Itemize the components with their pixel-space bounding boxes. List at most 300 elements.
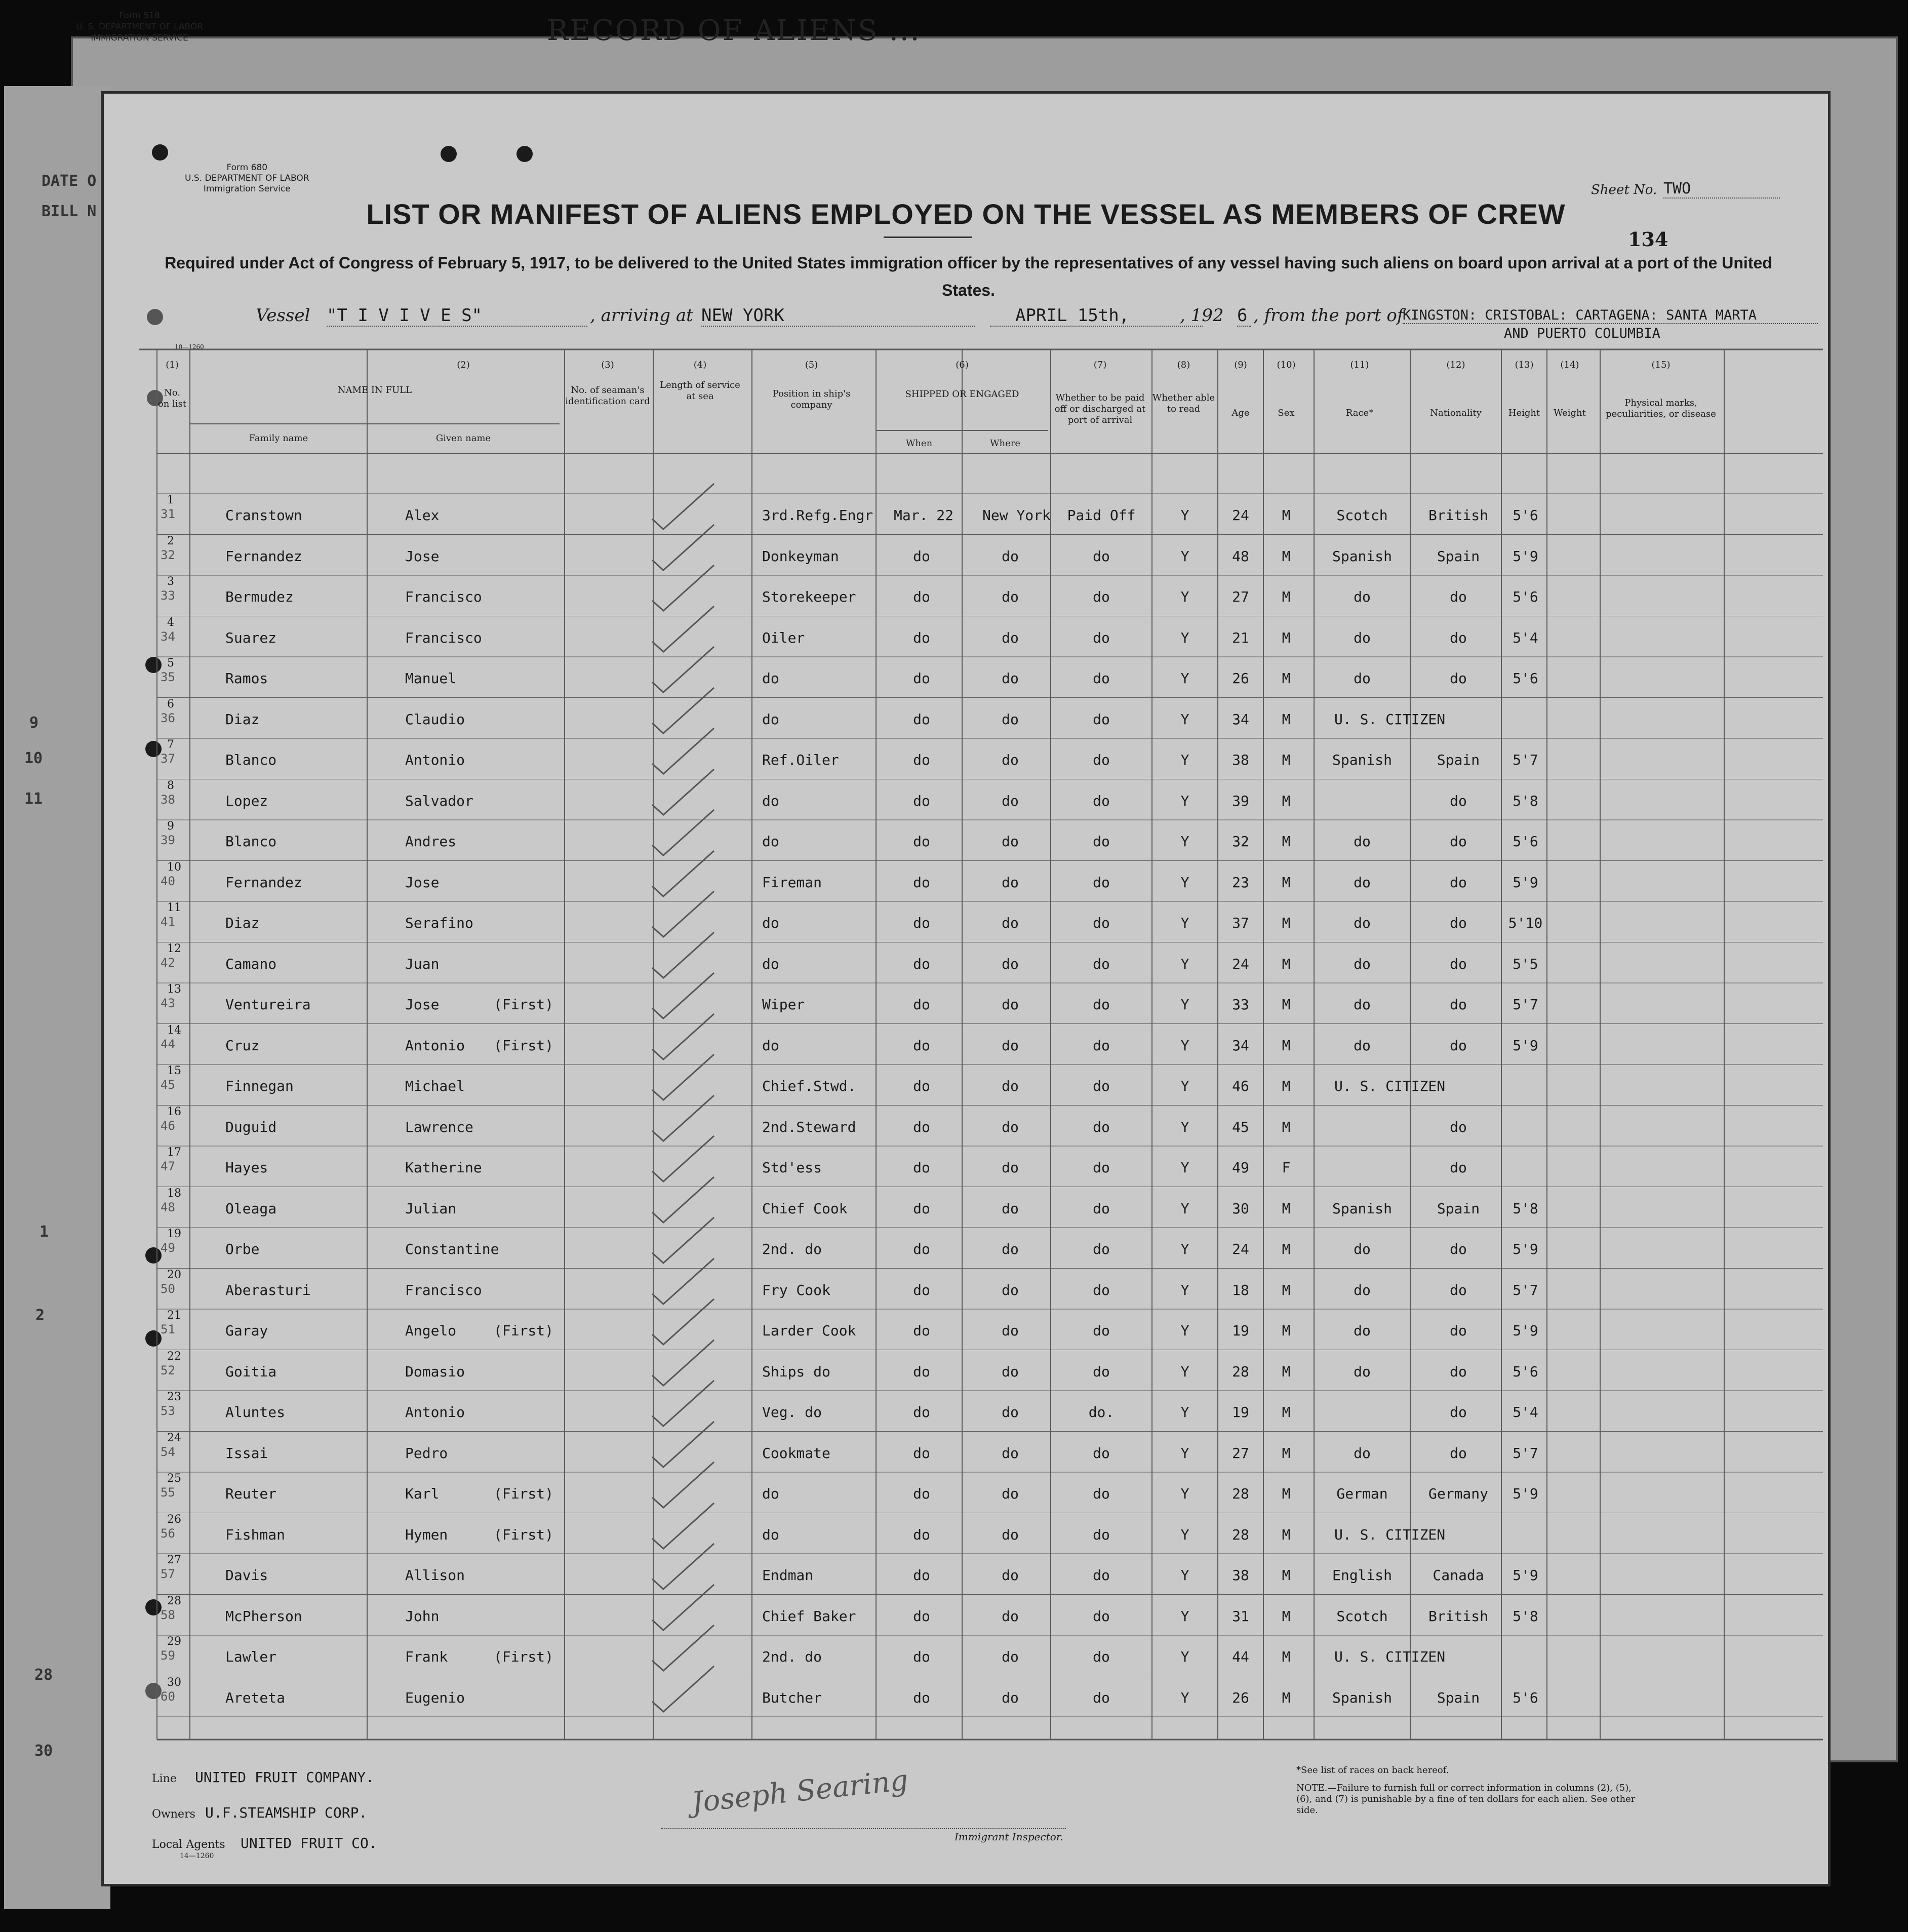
row-number: 4 — [167, 616, 174, 629]
cell-where: do — [1002, 1648, 1019, 1665]
cell-nat: do — [1450, 996, 1467, 1013]
cell-age: 34 — [1232, 711, 1249, 728]
cell-paid: do — [1093, 1689, 1110, 1706]
cell-height: 5'9 — [1513, 1037, 1538, 1054]
cell-position: do — [762, 792, 779, 809]
cell-height: 5'9 — [1513, 1485, 1538, 1502]
cell-height: 5'8 — [1513, 1200, 1538, 1217]
table-row — [104, 698, 1828, 738]
cell-read: Y — [1180, 1607, 1189, 1625]
cell-when: do — [913, 1281, 930, 1298]
vessel-label-text: Vessel — [256, 305, 310, 326]
cell-when: do — [913, 1404, 930, 1421]
cell-where: do — [1002, 752, 1019, 768]
cell-sex: M — [1282, 1607, 1291, 1625]
cell-given: Angelo — [405, 1322, 457, 1339]
service-checkmark — [648, 1661, 719, 1717]
cell-family: Orbe — [225, 1241, 260, 1257]
cell-read: Y — [1180, 1159, 1189, 1176]
signature-line — [661, 1828, 1066, 1829]
table-row — [104, 1146, 1828, 1187]
cell-sex: M — [1282, 629, 1291, 646]
cell-given: Manuel — [405, 670, 457, 687]
punch-hole — [147, 309, 163, 325]
cell-height: 5'6 — [1513, 1689, 1538, 1706]
vessel-name: "T I V I V E S" — [327, 305, 587, 327]
cell-where: do — [1002, 1485, 1019, 1502]
cell-family: Fernandez — [225, 874, 302, 891]
cell-when: do — [913, 1241, 930, 1257]
cell-when: do — [913, 670, 930, 687]
cell-where: do — [1002, 874, 1019, 891]
cell-age: 30 — [1232, 1200, 1249, 1217]
cell-age: 26 — [1232, 1689, 1249, 1706]
cell-given: Allison — [405, 1567, 465, 1584]
table-row — [104, 1350, 1828, 1391]
column-number: (1) — [166, 360, 179, 370]
cell-where: do — [1002, 1078, 1019, 1094]
header-family-name: Family name — [249, 433, 308, 444]
cell-when: do — [913, 1526, 930, 1543]
penalty-note: NOTE.—Failure to furnish full or correct information in columns (2), (5), (6), and (7) is punishable by a fine of ten dollars for each alien. See other side. — [1296, 1783, 1636, 1816]
cell-paid: do — [1093, 1607, 1110, 1625]
column-number: (2) — [457, 360, 470, 370]
cell-race: Scotch — [1336, 507, 1388, 524]
row-number: 18 — [167, 1187, 181, 1200]
row-number-original: 52 — [161, 1363, 175, 1377]
cell-where: do — [1002, 1444, 1019, 1462]
cell-extra: (First) — [494, 1648, 554, 1665]
cell-read: Y — [1180, 1444, 1189, 1462]
fragment-number: 28 — [34, 1666, 53, 1684]
cell-age: 38 — [1232, 1567, 1249, 1584]
cell-position: 2nd. do — [762, 1241, 822, 1257]
cell-position: Wiper — [762, 996, 805, 1013]
cell-given: Alex — [405, 507, 440, 524]
table-row — [104, 901, 1828, 942]
row-number-original: 48 — [161, 1200, 175, 1214]
underlying-form-dept: U. S. DEPARTMENT OF LABOR — [76, 22, 203, 32]
cell-race: Spanish — [1332, 752, 1392, 768]
cell-height: 5'4 — [1513, 1404, 1538, 1421]
cell-paid: do — [1093, 955, 1110, 972]
cell-paid: do. — [1088, 1404, 1115, 1421]
cell-family: Diaz — [225, 711, 260, 728]
table-row — [104, 1554, 1828, 1594]
row-number-original: 50 — [161, 1281, 175, 1296]
cell-extra: (First) — [494, 1485, 554, 1502]
cell-where: do — [1002, 1200, 1019, 1217]
cell-nat: Spain — [1437, 547, 1480, 565]
cell-nat: Germany — [1428, 1485, 1488, 1502]
cell-position: Endman — [762, 1567, 814, 1584]
cell-where: do — [1002, 1363, 1019, 1380]
column-number: (6) — [956, 360, 969, 370]
cell-read: Y — [1180, 547, 1189, 565]
column-number: (10) — [1277, 360, 1296, 370]
table-row — [104, 1309, 1828, 1350]
fragment-number: 9 — [29, 714, 39, 732]
cell-where: do — [1002, 1689, 1019, 1706]
cell-age: 28 — [1232, 1485, 1249, 1502]
cell-position: do — [762, 915, 779, 931]
column-number: (12) — [1446, 360, 1465, 370]
underlying-form-service: IMMIGRATION SERVICE — [91, 33, 188, 43]
form-dept: U.S. DEPARTMENT OF LABOR — [185, 173, 309, 183]
row-number-original: 32 — [161, 547, 175, 562]
cell-nat: Spain — [1437, 1200, 1480, 1217]
cell-height: 5'6 — [1513, 670, 1538, 687]
cell-read: Y — [1180, 874, 1189, 891]
row-number: 8 — [167, 779, 174, 792]
cell-family: Cranstown — [225, 507, 302, 524]
column-number: (11) — [1350, 360, 1369, 370]
cell-sex: M — [1282, 1241, 1291, 1257]
cell-read: Y — [1180, 996, 1189, 1013]
row-number: 14 — [167, 1023, 181, 1037]
cell-paid: do — [1093, 996, 1110, 1013]
cell-paid: do — [1093, 915, 1110, 931]
cell-race: Spanish — [1332, 547, 1392, 565]
cell-family: Areteta — [225, 1689, 286, 1706]
cell-family: Suarez — [225, 629, 277, 646]
cell-given: Hymen — [405, 1526, 448, 1543]
cell-read: Y — [1180, 1281, 1189, 1298]
crew-manifest-sheet — [101, 91, 1831, 1886]
cell-given: Antonio — [405, 1037, 465, 1054]
cell-height: 5'7 — [1513, 752, 1538, 768]
cell-when: do — [913, 752, 930, 768]
header-where: Where — [989, 438, 1020, 449]
cell-nat: British — [1428, 1607, 1488, 1625]
row-number-original: 39 — [161, 833, 175, 847]
cell-age: 38 — [1232, 752, 1249, 768]
row-number-original: 46 — [161, 1118, 175, 1133]
cell-given: Andres — [405, 833, 457, 850]
cell-where: do — [1002, 1118, 1019, 1135]
cell-read: Y — [1180, 1200, 1189, 1217]
cell-race: Spanish — [1332, 1689, 1392, 1706]
cell-position: Storekeeper — [762, 588, 856, 605]
cell-nat: do — [1450, 833, 1467, 850]
cell-position: Chief Baker — [762, 1607, 856, 1625]
cell-paid: do — [1093, 1485, 1110, 1502]
punch-hole — [516, 146, 533, 162]
row-number: 11 — [167, 901, 181, 914]
cell-read: Y — [1180, 629, 1189, 646]
cell-position: do — [762, 711, 779, 728]
row-number-original: 53 — [161, 1404, 175, 1418]
table-row — [104, 1635, 1828, 1676]
header-age: Age — [1231, 408, 1250, 418]
cell-nat: do — [1450, 792, 1467, 809]
row-number: 2 — [167, 534, 174, 547]
cell-family: Diaz — [225, 915, 260, 931]
cell-paid: do — [1093, 1363, 1110, 1380]
cell-nat: do — [1450, 874, 1467, 891]
cell-when: do — [913, 833, 930, 850]
header-sex: Sex — [1278, 408, 1295, 418]
cell-age: 24 — [1232, 507, 1249, 524]
cell-age: 34 — [1232, 1037, 1249, 1054]
cell-sex: M — [1282, 1363, 1291, 1380]
row-number: 6 — [167, 697, 174, 711]
cell-sex: M — [1282, 1485, 1291, 1502]
column-number: (5) — [805, 360, 818, 370]
cell-given: Antonio — [405, 752, 465, 768]
form-number: Form 680 — [226, 163, 268, 173]
row-number-original: 36 — [161, 711, 175, 725]
cell-nat: do — [1450, 1118, 1467, 1135]
row-number: 13 — [167, 983, 181, 996]
cell-paid: do — [1093, 1526, 1110, 1543]
cell-when: do — [913, 792, 930, 809]
cell-height: 5'9 — [1513, 874, 1538, 891]
cell-sex: M — [1282, 1281, 1291, 1298]
cell-read: Y — [1180, 1078, 1189, 1094]
cell-paid: do — [1093, 670, 1110, 687]
cell-height: 5'9 — [1513, 1322, 1538, 1339]
cell-sex: M — [1282, 1526, 1291, 1543]
cell-given: Pedro — [405, 1444, 448, 1462]
cell-given: Frank — [405, 1648, 448, 1665]
row-number-original: 54 — [161, 1444, 175, 1459]
table-row — [104, 1024, 1828, 1064]
cell-family: Finnegan — [225, 1078, 294, 1094]
cell-given: Salvador — [405, 792, 473, 809]
cell-height: 5'8 — [1513, 1607, 1538, 1625]
line-label: Line — [152, 1772, 177, 1785]
cell-race: do — [1354, 670, 1371, 687]
cell-read: Y — [1180, 1118, 1189, 1135]
row-number-original: 51 — [161, 1322, 175, 1336]
row-number-original: 33 — [161, 588, 175, 603]
row-number: 1 — [167, 494, 174, 506]
cell-family: Davis — [225, 1567, 268, 1584]
cell-when: do — [913, 874, 930, 891]
inspector-caption: Immigrant Inspector. — [955, 1831, 1063, 1843]
table-row — [104, 1432, 1828, 1472]
cell-when: do — [913, 1485, 930, 1502]
cell-sex: M — [1282, 670, 1291, 687]
cell-given: Serafino — [405, 915, 473, 931]
cell-given: Jose — [405, 874, 440, 891]
fragment-number: 11 — [24, 790, 43, 808]
header-physical-marks: Physical marks, peculiarities, or disease — [1606, 398, 1716, 419]
table-row — [104, 1187, 1828, 1228]
fragment-number: 10 — [24, 750, 43, 767]
table-row — [104, 779, 1828, 820]
table-row — [104, 657, 1828, 697]
cell-height: 5'4 — [1513, 629, 1538, 646]
cell-given: John — [405, 1607, 440, 1625]
cell-position: Chief Cook — [762, 1200, 848, 1217]
cell-sex: M — [1282, 1078, 1291, 1094]
row-number: 15 — [167, 1064, 181, 1077]
cell-height: 5'7 — [1513, 996, 1538, 1013]
row-number-original: 31 — [161, 507, 175, 521]
cell-paid: do — [1093, 547, 1110, 565]
arrival-date: APRIL 15th, — [990, 305, 1203, 327]
row-number-original: 49 — [161, 1241, 175, 1255]
header-race: Race* — [1345, 408, 1374, 418]
cell-position: Ref.Oiler — [762, 752, 839, 768]
line-value: UNITED FRUIT COMPANY. — [195, 1769, 375, 1786]
cell-age: 24 — [1232, 955, 1249, 972]
cell-family: Cruz — [225, 1037, 260, 1054]
title-rule — [884, 236, 972, 238]
row-number-original: 40 — [161, 874, 175, 888]
column-number: (7) — [1093, 360, 1107, 370]
departure-ports: KINGSTON: CRISTOBAL: CARTAGENA: SANTA MARTA — [1403, 307, 1818, 324]
cell-sex: M — [1282, 874, 1291, 891]
cell-age: 45 — [1232, 1118, 1249, 1135]
cell-race: do — [1354, 1322, 1371, 1339]
header-height: Height — [1508, 408, 1540, 418]
row-number-original: 43 — [161, 996, 175, 1010]
cell-position: Fry Cook — [762, 1281, 830, 1298]
row-number-original: 42 — [161, 955, 175, 970]
cell-position: 2nd. do — [762, 1648, 822, 1665]
cell-position: Veg. do — [762, 1404, 822, 1421]
cell-paid: Paid Off — [1067, 507, 1136, 524]
cell-position: Std'ess — [762, 1159, 822, 1176]
cell-age: 44 — [1232, 1648, 1249, 1665]
table-row — [104, 1676, 1828, 1717]
table-row — [104, 1064, 1828, 1105]
cell-family: Hayes — [225, 1159, 268, 1176]
cell-paid: do — [1093, 1037, 1110, 1054]
cell-family: Blanco — [225, 833, 277, 850]
cell-sex: M — [1282, 588, 1291, 605]
table-row — [104, 1595, 1828, 1635]
cell-height: 5'7 — [1513, 1444, 1538, 1462]
cell-family: Lopez — [225, 792, 268, 809]
cell-sex: M — [1282, 915, 1291, 931]
cell-age: 46 — [1232, 1078, 1249, 1094]
cell-read: Y — [1180, 1648, 1189, 1665]
cell-where: do — [1002, 1607, 1019, 1625]
cell-paid: do — [1093, 1118, 1110, 1135]
row-number: 10 — [167, 860, 181, 874]
cell-paid: do — [1093, 1159, 1110, 1176]
cell-nat: do — [1450, 1363, 1467, 1380]
cell-where: do — [1002, 955, 1019, 972]
cell-read: Y — [1180, 955, 1189, 972]
cell-race: U. S. CITIZEN — [1334, 1526, 1446, 1543]
cell-paid: do — [1093, 752, 1110, 768]
cell-nat: do — [1450, 1241, 1467, 1257]
column-number: (3) — [601, 360, 614, 370]
cell-given: Domasio — [405, 1363, 465, 1380]
year-digit: 6 — [1237, 305, 1251, 327]
form-subtitle: Required under Act of Congress of February 5, 1917, to be delivered to the United States immigration officer by the representatives of any vessel having such aliens on board upon arrival at a port of the United States. — [165, 254, 1772, 299]
cell-read: Y — [1180, 711, 1189, 728]
cell-position: 2nd.Steward — [762, 1118, 856, 1135]
cell-family: Garay — [225, 1322, 268, 1339]
form-service: Immigration Service — [203, 184, 291, 194]
cell-family: Lawler — [225, 1648, 277, 1665]
cell-paid: do — [1093, 1281, 1110, 1298]
table-row — [104, 820, 1828, 860]
cell-given: Julian — [405, 1200, 457, 1217]
cell-extra: (First) — [494, 1526, 554, 1543]
cell-paid: do — [1093, 1078, 1110, 1094]
page-stamp-number: 134 — [1628, 228, 1668, 251]
header-no-on-list: No. on list — [157, 387, 187, 409]
table-row — [104, 1391, 1828, 1431]
cell-sex: M — [1282, 955, 1291, 972]
owners-label: Owners — [152, 1808, 195, 1821]
cell-sex: M — [1282, 1404, 1291, 1421]
fragment-date-label: DATE O — [42, 172, 97, 190]
form-code: 10—1260 — [175, 343, 204, 350]
cell-family: Fishman — [225, 1526, 286, 1543]
cell-age: 19 — [1232, 1322, 1249, 1339]
cell-race: do — [1354, 1037, 1371, 1054]
cell-paid: do — [1093, 1200, 1110, 1217]
departure-ports-continued: AND PUERTO COLUMBIA — [1504, 326, 1660, 341]
cell-where: do — [1002, 1404, 1019, 1421]
cell-where: do — [1002, 670, 1019, 687]
cell-where: do — [1002, 629, 1019, 646]
cell-paid: do — [1093, 833, 1110, 850]
cell-read: Y — [1180, 1241, 1189, 1257]
cell-family: Camano — [225, 955, 277, 972]
cell-where: do — [1002, 547, 1019, 565]
owners-value: U.F.STEAMSHIP CORP. — [205, 1804, 368, 1821]
row-number: 30 — [167, 1676, 181, 1689]
cell-age: 21 — [1232, 629, 1249, 646]
cell-family: Aluntes — [225, 1404, 286, 1421]
cell-sex: M — [1282, 1037, 1291, 1054]
cell-position: do — [762, 955, 779, 972]
cell-age: 48 — [1232, 547, 1249, 565]
cell-nat: do — [1450, 1444, 1467, 1462]
cell-read: Y — [1180, 1567, 1189, 1584]
column-number: (13) — [1515, 360, 1534, 370]
cell-position: Butcher — [762, 1689, 822, 1706]
cell-read: Y — [1180, 1689, 1189, 1706]
cell-read: Y — [1180, 670, 1189, 687]
row-number-original: 44 — [161, 1037, 175, 1051]
fragment-number: 2 — [35, 1307, 45, 1324]
header-weight: Weight — [1554, 408, 1586, 418]
cell-where: do — [1002, 1241, 1019, 1257]
row-number: 29 — [167, 1635, 181, 1648]
cell-family: Aberasturi — [225, 1281, 311, 1298]
cell-sex: M — [1282, 1689, 1291, 1706]
row-number: 16 — [167, 1105, 181, 1118]
cell-paid: do — [1093, 1322, 1110, 1339]
cell-read: Y — [1180, 792, 1189, 809]
cell-family: Oleaga — [225, 1200, 277, 1217]
cell-paid: do — [1093, 588, 1110, 605]
cell-race: do — [1354, 1363, 1371, 1380]
cell-race: do — [1354, 955, 1371, 972]
row-number: 24 — [167, 1431, 181, 1444]
header-service: Length of service at sea — [660, 380, 740, 402]
table-row — [104, 1269, 1828, 1309]
row-number: 21 — [167, 1309, 181, 1322]
fragment-bill-label: BILL N — [42, 203, 97, 220]
cell-given: Francisco — [405, 588, 482, 605]
cell-paid: do — [1093, 1444, 1110, 1462]
cell-height: 5'10 — [1508, 915, 1543, 931]
cell-where: do — [1002, 1567, 1019, 1584]
row-number: 19 — [167, 1228, 181, 1240]
cell-race: English — [1332, 1567, 1392, 1584]
